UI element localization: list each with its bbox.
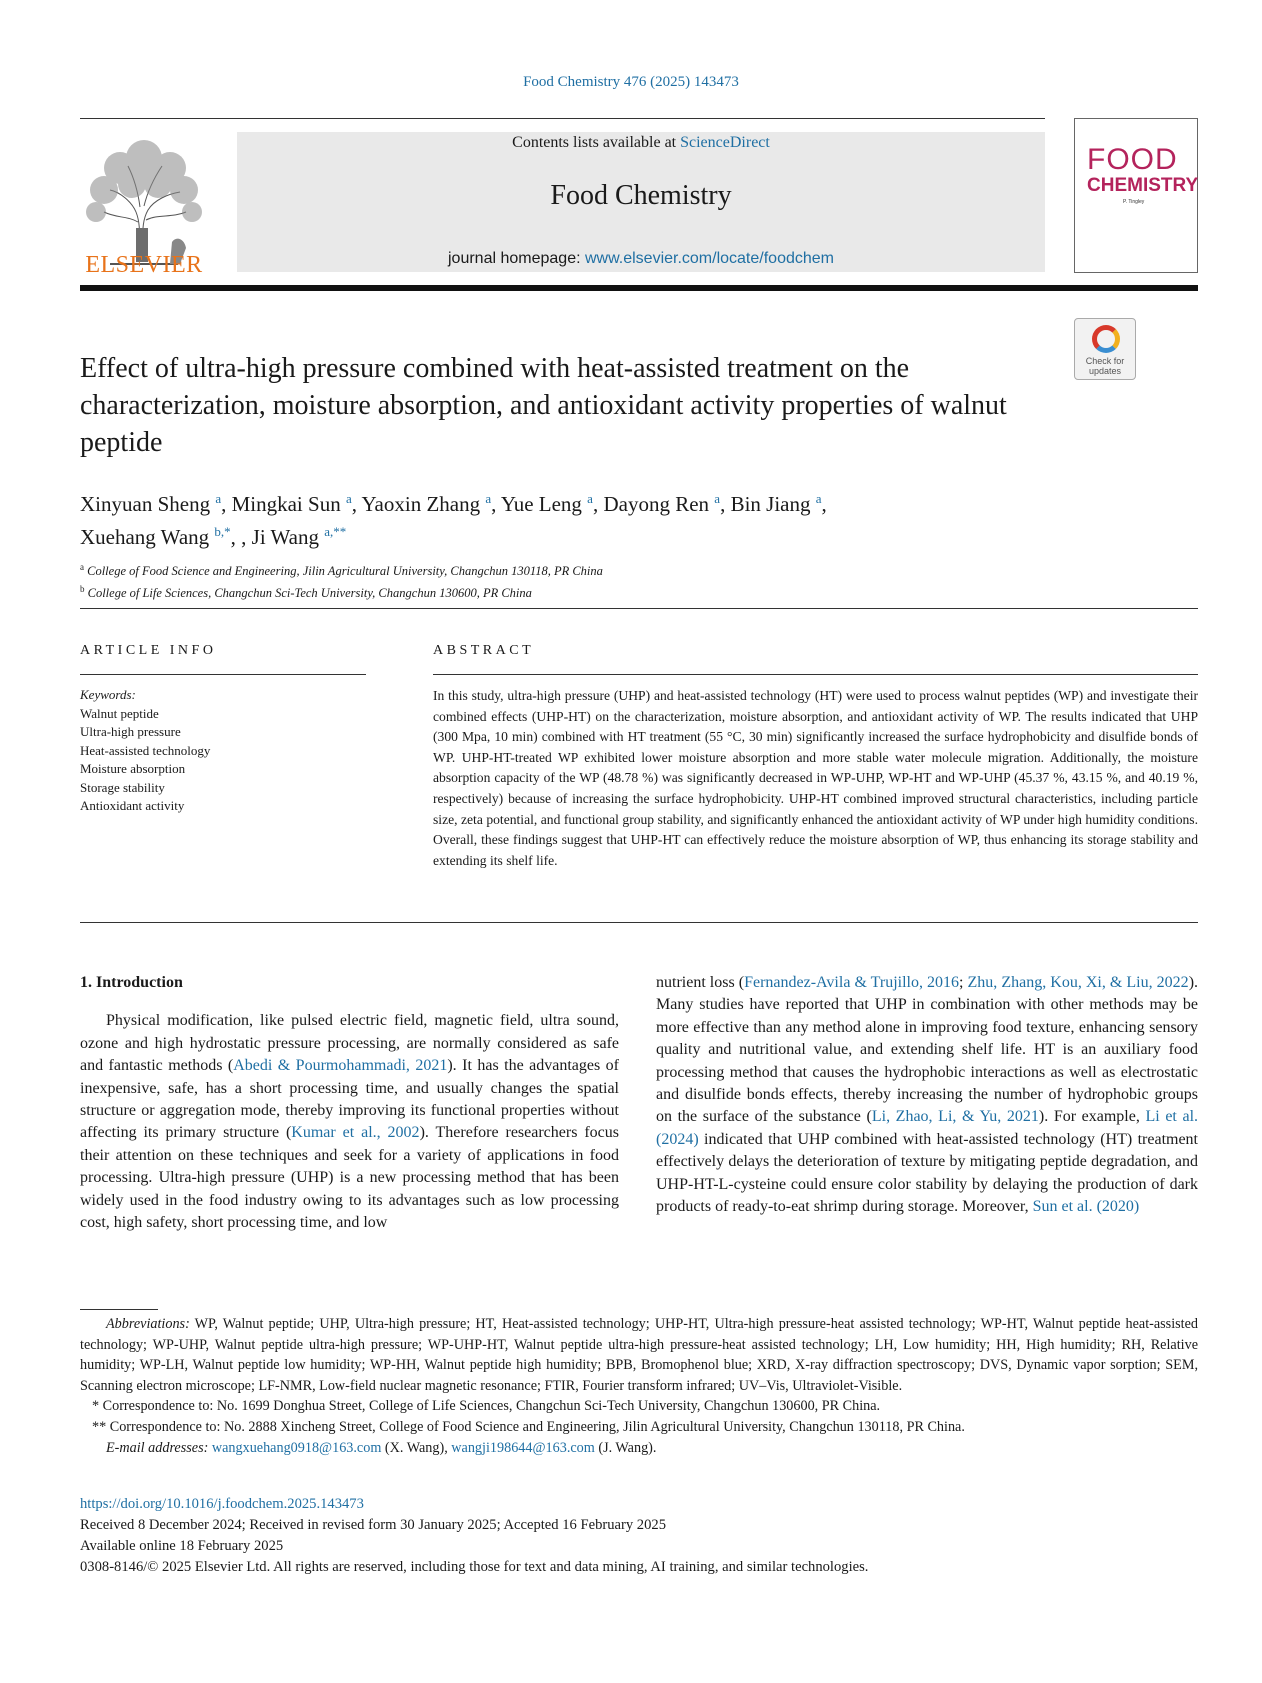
- citation-link[interactable]: Li, Zhao, Li, & Yu, 2021: [871, 1108, 1039, 1126]
- sciencedirect-link[interactable]: ScienceDirect: [680, 134, 770, 151]
- check-for-updates-icon[interactable]: [1074, 318, 1136, 380]
- publisher-name: ELSEVIER: [85, 252, 203, 278]
- article-info-heading: ARTICLE INFO: [80, 643, 217, 658]
- author-name[interactable]: Ji Wang: [251, 525, 319, 549]
- body-text: ;: [959, 974, 968, 991]
- correspondence-footnote-1: * Correspondence to: No. 1699 Donghua Street, College of Life Sciences, Changchun Sci-Tech University, Changchun 130600, PR China.: [92, 1398, 881, 1415]
- citation-link[interactable]: Fernandez-Avila & Trujillo, 2016: [744, 974, 960, 991]
- contents-line: Contents lists available at ScienceDirect: [512, 134, 770, 151]
- email-footnote: E-mail addresses: wangxuehang0918@163.com (X. Wang), wangji198644@163.com (J. Wang).: [106, 1439, 657, 1456]
- citation-link[interactable]: Li et al. (2024): [656, 1108, 1199, 1148]
- body-text: Physical modification, like pulsed electric field, magnetic field, ultra sound, ozone and high hydrostatic pressure processing, are normally considered as safe and fantastic methods (: [80, 1012, 619, 1075]
- citation-link[interactable]: Zhu, Zhang, Kou, Xi, & Liu, 2022: [967, 974, 1189, 991]
- journal-citation[interactable]: Food Chemistry 476 (2025) 143473: [523, 74, 739, 90]
- abstract-text: In this study, ultra-high pressure (UHP) and heat-assisted technology (HT) were used to process walnut peptides (WP) and investigate their combined effects (UHP-HT) on the characterization, moisture absorption, and antioxidant activity of WP. The results indicated that UHP (300 Mpa, 10 min) combined with HT treatment (55 °C, 30 min) significantly increased the surface hydrophobicity and disulfide bonds of WP. UHP-HT-treated WP exhibited lower moisture absorption and more stable water molecule migration. Additionally, the moisture absorption capacity of the WP (48.78 %) was significantly decreased in WP-UHP, WP-HT and WP-UHP (45.37 %, 43.15 %, and 40.19 %, respectively) because of increasing the surface hydrophobicity. UHP-HT combined improved structural characteristics, including particle size, zeta potential, and functional group stability, and significantly enhanced the antioxidant activity of WP under high humidity conditions. Overall, these findings suggest that UHP-HT can effectively reduce the moisture absorption of WP, thus enhancing its storage stability and extending its shelf life.: [433, 688, 1198, 868]
- keyword-item: Antioxidant activity: [80, 798, 185, 813]
- author-name[interactable]: Dayong Ren: [603, 492, 710, 516]
- body-text: ). Therefore researchers focus their attention on these techniques and seek for a variety of applications in food processing. Ultra-high pressure (UHP) is a new processing method that has been widely used in the food industry owing to its advantages such as low processing cost, high safety, short processing time, and low: [80, 1124, 620, 1232]
- article-info-rule: [80, 674, 366, 675]
- intro-paragraph: [80, 1010, 619, 1234]
- copyright-line: 0308-8146/© 2025 Elsevier Ltd. All rights are reserved, including those for text and data mining, AI training, and similar technologies.: [80, 1559, 869, 1575]
- abstract-bottom-rule: [80, 922, 1198, 923]
- affiliations: [80, 558, 1080, 602]
- cover-title-chemistry: CHEMISTRY: [1087, 175, 1199, 196]
- doi-link[interactable]: https://doi.org/10.1016/j.foodchem.2025.143473: [80, 1496, 364, 1512]
- journal-title: Food Chemistry: [550, 180, 732, 211]
- homepage-link[interactable]: www.elsevier.com/locate/foodchem: [584, 250, 834, 267]
- body-text: ). It has the advantages of inexpensive, safe, has a short processing time, and usually changes the spatial structure or aggregation mode, thereby improving its functional properties without affecting its primary structure (: [80, 1057, 619, 1142]
- abstract-rule: [433, 674, 1198, 675]
- body-text: ). For example,: [1038, 1108, 1146, 1126]
- author-affiliation-mark[interactable]: a: [345, 491, 352, 506]
- section-heading-introduction: 1. Introduction: [80, 974, 183, 991]
- author-affiliation-mark[interactable]: b,*: [214, 524, 231, 539]
- keyword-item: Moisture absorption: [80, 761, 186, 776]
- intro-paragraph-continued: [656, 972, 1198, 1218]
- journal-cover[interactable]: [1074, 118, 1198, 273]
- crossmark-ring: [1092, 325, 1120, 353]
- header-rule: [80, 118, 1045, 119]
- cover-editor: P. Tingley: [1123, 199, 1145, 205]
- keyword-item: Storage stability: [80, 779, 165, 795]
- abbreviations-footnote: Abbreviations: WP, Walnut peptide; UHP, Ultra-high pressure; HT, Heat-assisted technology; UHP-HT, Ultra-high pressure-heat assisted technology; WP-HT, Walnut peptide heat-assisted technology; WP-UHP, Walnut peptide ultra-high pressure; WP-UHP-HT, Walnut peptide ultra-high pressure-heat assisted technology; LH, Low humidity; HH, High humidity; RH, Relative humidity; WP-LH, Walnut peptide low humidity; WP-HH, Walnut peptide high humidity; BPB, Bromophenol blue; XRD, X-ray diffraction spectroscopy; DVS, Dynamic vapor sorption; SEM, Scanning electron microscope; LF-NMR, Low-field nuclear magnetic resonance; FTIR, Fourier transform infrared; UV–Vis, Ultraviolet-Visible.: [80, 1316, 1198, 1394]
- homepage-line: journal homepage: www.elsevier.com/locate/foodchem: [448, 250, 834, 267]
- cover-title-food: FOOD: [1087, 143, 1178, 176]
- check-for-updates-label: Check for updates: [1085, 356, 1125, 376]
- author-affiliation-mark[interactable]: a,**: [324, 524, 347, 539]
- author-name[interactable]: Yaoxin Zhang: [361, 492, 481, 516]
- body-text: nutrient loss (: [656, 974, 745, 991]
- keyword-item: Walnut peptide: [80, 705, 159, 721]
- correspondence-footnote-2: ** Correspondence to: No. 2888 Xincheng Street, College of Food Science and Engineering, Jilin Agricultural University, Changchun 130118, PR China.: [92, 1418, 965, 1435]
- author-affiliation-mark[interactable]: a: [815, 491, 822, 506]
- author-list: Xinyuan Sheng $^a$, Mingkai Sun $^a$, Yaoxin Zhang $^a$, Yue Leng $^a$, Dayong Ren $^a$, Bin Jiang $^a$, Xuehang Wang $^{b,*}$, , Ji Wang $^{a,**}$: [80, 491, 827, 549]
- affiliation-a: $^a$ College of Food Science and Engineering, Jilin Agricultural University, Changchun 130118, PR China: [80, 562, 603, 579]
- keywords-block: [80, 686, 370, 816]
- author-name[interactable]: Bin Jiang: [730, 492, 811, 516]
- keywords-label: Keywords:: [80, 687, 136, 702]
- author-name[interactable]: Xinyuan Sheng: [80, 492, 211, 516]
- keyword-item: Heat-assisted technology: [80, 742, 211, 758]
- author-affiliation-mark[interactable]: a: [215, 491, 222, 506]
- body-left-column: [80, 972, 619, 1234]
- citation-link[interactable]: Kumar et al., 2002: [291, 1124, 420, 1142]
- body-text: ). Many studies have reported that UHP in combination with other methods may be more effective than any method alone in improving food texture, enhancing sensory quality and nutritional value, and extending shelf life. HT is an auxiliary food processing method that causes the hydrophobic interactions as well as electrostatic and disulfide bonds effects, thereby increasing the number of hydrophobic groups on the surface of the substance (: [656, 974, 1199, 1126]
- available-online: Available online 18 February 2025: [80, 1538, 284, 1554]
- affiliation-b: $^b$ College of Life Sciences, Changchun Sci-Tech University, Changchun 130600, PR China: [80, 584, 532, 601]
- article-title: Effect of ultra-high pressure combined with heat-assisted treatment on the characterization, moisture absorption, and antioxidant activity properties of walnut peptide: [80, 353, 1007, 458]
- abstract-heading: ABSTRACT: [433, 643, 535, 658]
- email-link-wang-x[interactable]: wangxuehang0918@163.com: [211, 1439, 382, 1456]
- footnotes: [80, 1314, 1198, 1458]
- journal-masthead: [237, 132, 1045, 272]
- received-dates: Received 8 December 2024; Received in revised form 30 January 2025; Accepted 16 February 2025: [80, 1517, 666, 1533]
- citation-link[interactable]: Abedi & Pourmohammadi, 2021: [233, 1057, 448, 1075]
- keyword-item: Ultra-high pressure: [80, 724, 181, 739]
- author-name[interactable]: Xuehang Wang: [80, 525, 210, 549]
- author-affiliation-mark[interactable]: a: [485, 491, 492, 506]
- author-affiliation-mark[interactable]: a: [714, 491, 721, 506]
- article-meta: [80, 1494, 1198, 1578]
- citation-link[interactable]: Sun et al. (2020): [1032, 1198, 1140, 1216]
- author-name[interactable]: Yue Leng: [500, 492, 582, 516]
- author-affiliation-mark[interactable]: a: [587, 491, 593, 506]
- body-right-column: [656, 972, 1198, 1218]
- author-name[interactable]: Mingkai Sun: [231, 492, 341, 516]
- body-text: indicated that UHP combined with heat-assisted technology (HT) treatment effectively delays the deterioration of texture by mitigating peptide degradation, and UHP-HT-L-cysteine could ensure color stability by delaying the production of dark products of ready-to-eat shrimp during storage. Moreover,: [656, 1130, 1198, 1216]
- email-link-wang-j[interactable]: wangji198644@163.com: [451, 1439, 595, 1456]
- footnote-rule: [80, 1309, 158, 1310]
- info-top-rule: [80, 608, 1198, 609]
- masthead-rule: [80, 285, 1198, 291]
